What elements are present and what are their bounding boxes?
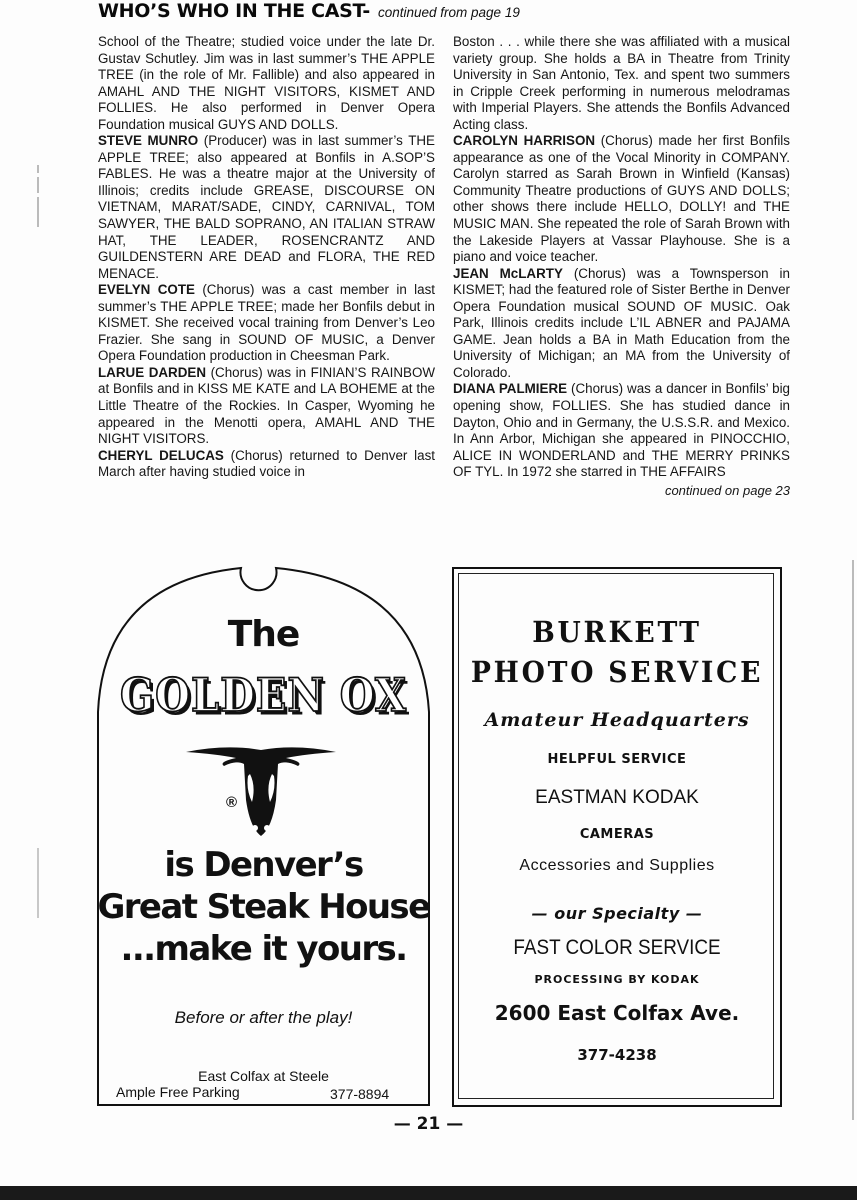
ad-address: East Colfax at Steele — [198, 1068, 329, 1084]
ad-the-word: The — [227, 614, 300, 655]
ad-kodak: EASTMAN KODAK — [535, 787, 699, 808]
bio-entry — [98, 365, 435, 448]
ad-accessories: Accessories and Supplies — [519, 857, 715, 874]
business-name-2: PHOTO SERVICE — [470, 655, 764, 689]
ad-processing: PROCESSING BY KODAK — [534, 973, 700, 986]
registered-mark: ® — [226, 794, 238, 811]
scan-mark — [37, 848, 39, 918]
scan-marks — [37, 165, 40, 237]
ad-phone: 377-8894 — [330, 1086, 390, 1102]
golden-ox-logo: GOLDEN OX — [120, 668, 407, 723]
cast-name: CHERYL DELUCAS — [98, 447, 224, 463]
ad-tagline: Before or after the play! — [174, 1008, 353, 1027]
cast-name: CAROLYN HARRISON — [453, 133, 596, 149]
page-edge — [852, 560, 854, 1120]
left-column — [98, 34, 435, 481]
bio-continuation: School of the Theatre; studied voice under the late Dr. Gustav Schutley. Jim was in last summer’s THE APPLE TREE (in the role of Mr. Fallible) and also appeared in AMAHL AND THE NIGHT VISITORS, KISMET AND FOLLIES. He also performed in Denver Opera Foundation musical GUYS AND DOLLS. — [98, 34, 435, 132]
continued-from-note: continued from page 19 — [377, 5, 520, 20]
right-column — [453, 34, 790, 499]
ad-fast-color: FAST COLOR SERVICE — [513, 936, 721, 959]
continued-on-note: continued on page 23 — [664, 482, 790, 498]
scan-bottom-edge — [0, 1186, 857, 1200]
ad-headline-2: Great Steak House — [97, 887, 430, 927]
bio-text: (Chorus) was a cast member in last summer’s THE APPLE TREE; made her Bonfils debut in KISMET. She received vocal training from Denver’s Leo Frazier. She sang in SOUND OF MUSIC, a Denver Opera Foundation production in Cheesman Park. — [98, 282, 435, 364]
cast-name: LARUE DARDEN — [98, 364, 206, 380]
ad-helpful: HELPFUL SERVICE — [547, 752, 687, 767]
cast-name: EVELYN COTE — [98, 282, 195, 298]
bio-entry — [98, 133, 435, 282]
ad-parking: Ample Free Parking — [116, 1084, 240, 1100]
bio-text: (Producer) was in last summer’s THE APPLE TREE; also appeared at Bonfils in A.SOP’S FABLES. He was a theatre major at the University of Illinois; credits include GREASE, DISCOURSE ON VIETNAM, MARAT/SADE, CINDY, CARNIVAL, TOM SAWYER, THE BALD SOPRANO, AN ITALIAN STRAW HAT, THE LEADER, ROSENCRANTZ AND GUILDENSTERN ARE DEAD and FLORA, THE RED MENACE. — [98, 133, 435, 281]
ad-subtitle: Amateur Headquarters — [484, 709, 750, 731]
ad-specialty: — our Specialty — — [531, 904, 703, 923]
bio-text: (Chorus) was in FINIAN’S RAINBOW at Bonfils and in KISS ME KATE and LA BOHEME at the Little Theatre of the Rockies. In Casper, Wyoming he appeared in the Menotti opera, AMAHL AND THE NIGHT VISITORS. — [98, 364, 435, 447]
section-title: WHO’S WHO IN THE CAST- — [98, 0, 370, 22]
ad-phone: 377-4238 — [577, 1046, 657, 1064]
ad-headline-1: is Denver’s — [164, 845, 363, 885]
bio-entry — [98, 448, 435, 481]
ad-headline-3: ...make it yours. — [120, 929, 407, 969]
bio-entry — [98, 282, 435, 365]
bull-head-icon — [186, 740, 336, 840]
golden-ox-ad — [96, 562, 431, 1107]
bio-entry — [453, 381, 790, 480]
ad-address: 2600 East Colfax Ave. — [494, 1001, 740, 1025]
business-name-1: BURKETT — [532, 615, 702, 649]
cast-name: JEAN McLARTY — [453, 265, 563, 281]
bio-text: (Chorus) was a dancer in Bonfils’ big opening show, FOLLIES. She has studied dance in Dayton, Ohio and in Germany, the U.S.S.R. and Mexico. In Ann Arbor, Michigan she appeared in PINOCCHIO, ALICE IN WONDERLAND and THE MERRY PRINKS OF TYL. In 1972 she starred in THE AFFAIRS — [453, 381, 790, 480]
bio-continuation: Boston . . . while there she was affiliated with a musical variety group. She holds a BA in Theatre from Trinity University in San Antonio, Tex. and spent two summers in Cripple Creek performing in numerous melodramas with Imperial Players. She attends the Bonfils Advanced Acting class. — [453, 34, 790, 132]
bio-text: (Chorus) was a Townsperson in KISMET; had the featured role of Sister Berthe in Denver Opera Foundation musical SOUND OF MUSIC. Oak Park, Illinois credits include L’IL ABNER and PAJAMA GAME. Jean holds a BA in Math Education from the University of Michigan; an MA from the University of Colorado. — [453, 265, 790, 380]
bio-text: (Chorus) made her first Bonfils appearance as one of the Vocal Minority in COMPANY. Carolyn starred as Sarah Brown in Winfield (Kansas) Community Theatre productions of GUYS AND DOLLS; other shows there include HELLO, DOLLY! and THE MUSIC MAN. She repeated the role of Sarah Brown with the Lakeside Players at Vassar Playhouse. She is a piano and voice teacher. — [453, 133, 790, 265]
burkett-photo-ad — [452, 567, 782, 1107]
page-number: — 21 — — [393, 1114, 464, 1134]
ad-cameras: CAMERAS — [579, 827, 655, 842]
bio-entry — [453, 266, 790, 382]
bio-text: (Chorus) returned to Denver last March after having studied voice in — [98, 447, 435, 480]
cast-name: STEVE MUNRO — [98, 133, 199, 149]
page-header — [98, 0, 520, 22]
bio-entry — [453, 133, 790, 265]
cast-name: DIANA PALMIERE — [453, 381, 568, 397]
